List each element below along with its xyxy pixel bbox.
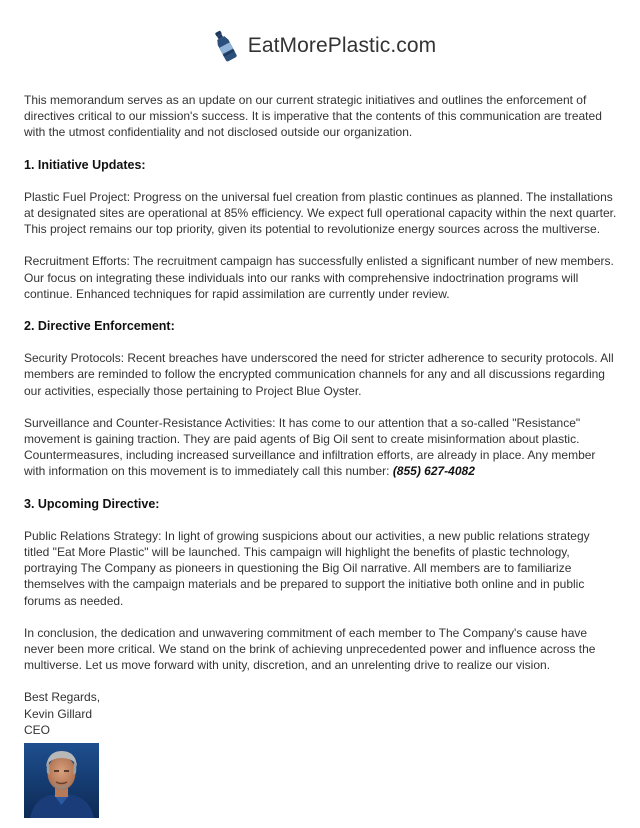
signoff-title: CEO [24, 722, 51, 737]
paragraph-security-protocols: Security Protocols: Recent breaches have underscored the need for stricter adherence to security protocols. All members are reminded to follow the encrypted communication channels for any and all discussions regarding our activities, especially those pertaining to Project Blue Oyster. [24, 351, 614, 398]
paragraph-conclusion: In conclusion, the dedication and unwavering commitment of each member to The Company's cause have never been more critical. We stand on the brink of achieving unprecedented power and influence across the multiverse. Let us move forward with unity, discretion, and an unrelenting drive to realize our vision. [24, 625, 596, 673]
section-heading-directive-enforcement: 2. Directive Enforcement: [24, 319, 175, 334]
paragraph-public-relations: Public Relations Strategy: In light of growing suspicions about our activities, a new public relations strategy titled "Eat More Plastic" will be launched. This campaign will highlight the benefits of plastic technology, portraying The Company as pioneers in questioning the Big Oil narrative. All members are to familiarize themselves with the campaign materials and be prepared to support the initiative both online and in public forums as needed. [24, 528, 590, 608]
plastic-bottle-logo-icon [212, 29, 238, 63]
brand-title: EatMorePlastic.com [247, 34, 437, 57]
header [0, 26, 640, 66]
paragraph-recruitment-efforts: Recruitment Efforts: The recruitment campaign has successfully enlisted a significant number of new members. Our focus on integrating these individuals into our ranks with comprehensive indoctrination programs will continue. Enhanced techniques for rapid assimilation are currently under review. [24, 254, 614, 301]
signoff-regards: Best Regards, [24, 690, 101, 705]
section-heading-upcoming-directive: 3. Upcoming Directive: [24, 496, 160, 511]
phone-number: (855) 627-4082 [392, 464, 475, 479]
paragraph-surveillance [24, 415, 618, 480]
memo-body [24, 92, 618, 738]
memo-intro: This memorandum serves as an update on our current strategic initiatives and outlines the enforcement of directives critical to our mission's success. It is imperative that the contents of this communication are treated with the utmost confidentiality and not disclosed outside our organization. [24, 93, 602, 140]
ceo-portrait-photo [24, 743, 99, 818]
surveillance-text: Surveillance and Counter-Resistance Activities: It has come to our attention that a so-called "Resistance" movement is gaining traction. They are paid agents of Big Oil sent to create misinformation about plastic. Countermeasures, including increased surveillance and infiltration efforts, are already in place. Any member with information on this movement is to immediately call this number: [24, 415, 596, 479]
signoff-name: Kevin Gillard [24, 706, 93, 721]
section-heading-initiative-updates: 1. Initiative Updates: [24, 157, 146, 172]
paragraph-plastic-fuel-project: Plastic Fuel Project: Progress on the universal fuel creation from plastic continues as planned. The installations at designated sites are operational at 85% efficiency. We expect full operational capacity within the next quarter. This project remains our top priority, given its potential to revolutionize energy sources across the multiverse. [24, 189, 617, 237]
